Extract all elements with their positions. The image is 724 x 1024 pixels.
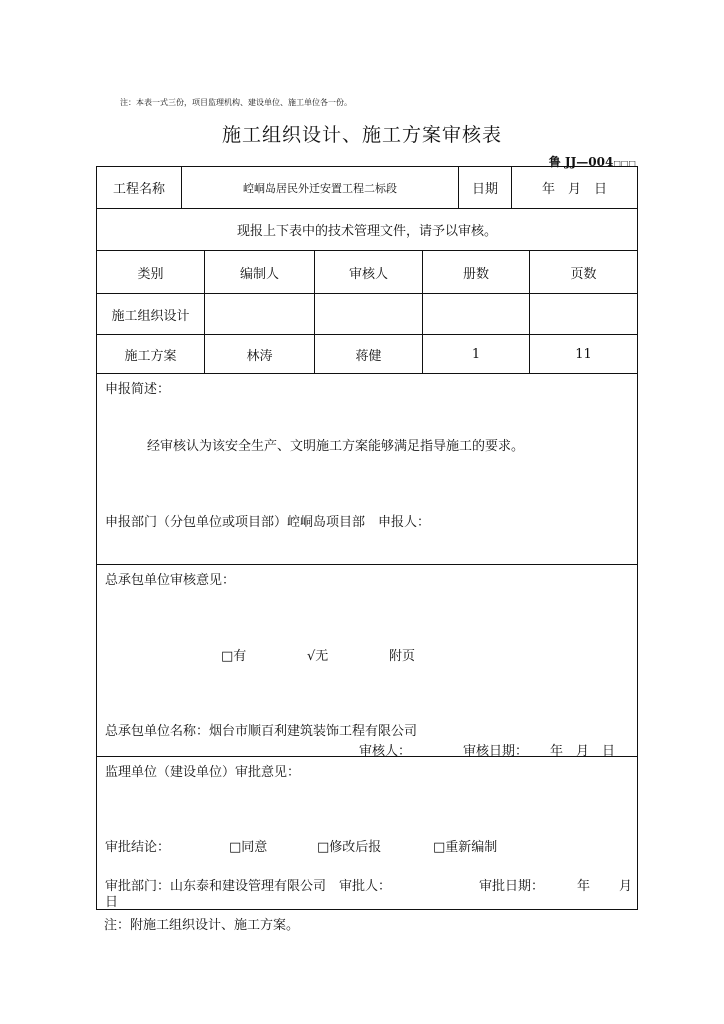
- table-row-author: 林涛: [246, 348, 273, 364]
- table-row-category: 施工组织设计: [111, 308, 190, 324]
- col-reviewer: 审核人: [348, 266, 388, 282]
- form-code-suffix: □□□: [613, 159, 636, 168]
- table-row-reviewer: 蒋健: [355, 348, 382, 364]
- col-category: 类别: [137, 266, 164, 282]
- submission-heading: 申报简述：: [105, 382, 171, 397]
- table-row-category: 施工方案: [124, 348, 177, 364]
- page-title: 施工组织设计、施工方案审核表: [221, 124, 502, 146]
- attachment-label: 附页: [389, 649, 416, 664]
- table-row-volumes: [423, 294, 529, 334]
- form-code-main: 鲁 JJ—004: [548, 155, 614, 169]
- option-none-checkbox[interactable]: √无: [307, 649, 329, 664]
- footer-note: 注：附施工组织设计、施工方案。: [104, 918, 300, 933]
- table-row-pages: 11: [575, 346, 592, 362]
- table-row-reviewer: [315, 294, 422, 334]
- col-volumes: 册数: [462, 266, 489, 282]
- approval-date-label: 审批日期：: [479, 879, 545, 894]
- option-revise-checkbox[interactable]: □修改后报: [317, 840, 382, 855]
- project-name-label: 工程名称: [112, 182, 165, 197]
- contractor-review-heading: 总承包单位审核意见：: [105, 573, 236, 588]
- option-has-checkbox[interactable]: □有: [221, 649, 247, 664]
- table-row-author: [205, 294, 314, 334]
- review-form-table: [96, 166, 638, 910]
- approval-date-day: 日: [105, 895, 119, 910]
- table-row-volumes: 1: [471, 346, 481, 362]
- col-author: 编制人: [239, 266, 279, 282]
- approval-date-year: 年: [577, 879, 591, 894]
- contractor-unit-line: 总承包单位名称：烟台市顺百利建筑装饰工程有限公司: [105, 724, 418, 739]
- approval-dept-line: 审批部门：山东泰和建设管理有限公司 审批人：: [105, 879, 392, 894]
- review-date-label: 审核日期：: [463, 744, 529, 759]
- date-label: 日期: [471, 182, 498, 197]
- table-row-pages: [530, 294, 637, 334]
- option-agree-checkbox[interactable]: □同意: [229, 840, 268, 855]
- top-note: 注：本表一式三份，项目监理机构、建设单位、施工单位各一份。: [120, 98, 352, 107]
- submit-notice: 现报上下表中的技术管理文件，请予以审核。: [236, 224, 497, 239]
- review-date-value: 年 月 日: [550, 744, 616, 759]
- approval-conclusion-label: 审批结论：: [105, 840, 171, 855]
- col-pages: 页数: [570, 266, 597, 282]
- project-name-value: 崆峒岛居民外迁安置工程二标段: [243, 181, 397, 195]
- submission-dept-line: 申报部门（分包单位或项目部）崆峒岛项目部 申报人：: [105, 515, 431, 530]
- supervisor-review-heading: 监理单位（建设单位）审批意见：: [105, 765, 301, 780]
- reviewer-label: 审核人：: [359, 744, 412, 759]
- submission-summary: 经审核认为该安全生产、文明施工方案能够满足指导施工的要求。: [147, 439, 525, 454]
- approval-date-month: 月: [619, 879, 633, 894]
- option-redo-checkbox[interactable]: □重新编制: [433, 840, 498, 855]
- date-value: 年 月 日: [541, 182, 607, 197]
